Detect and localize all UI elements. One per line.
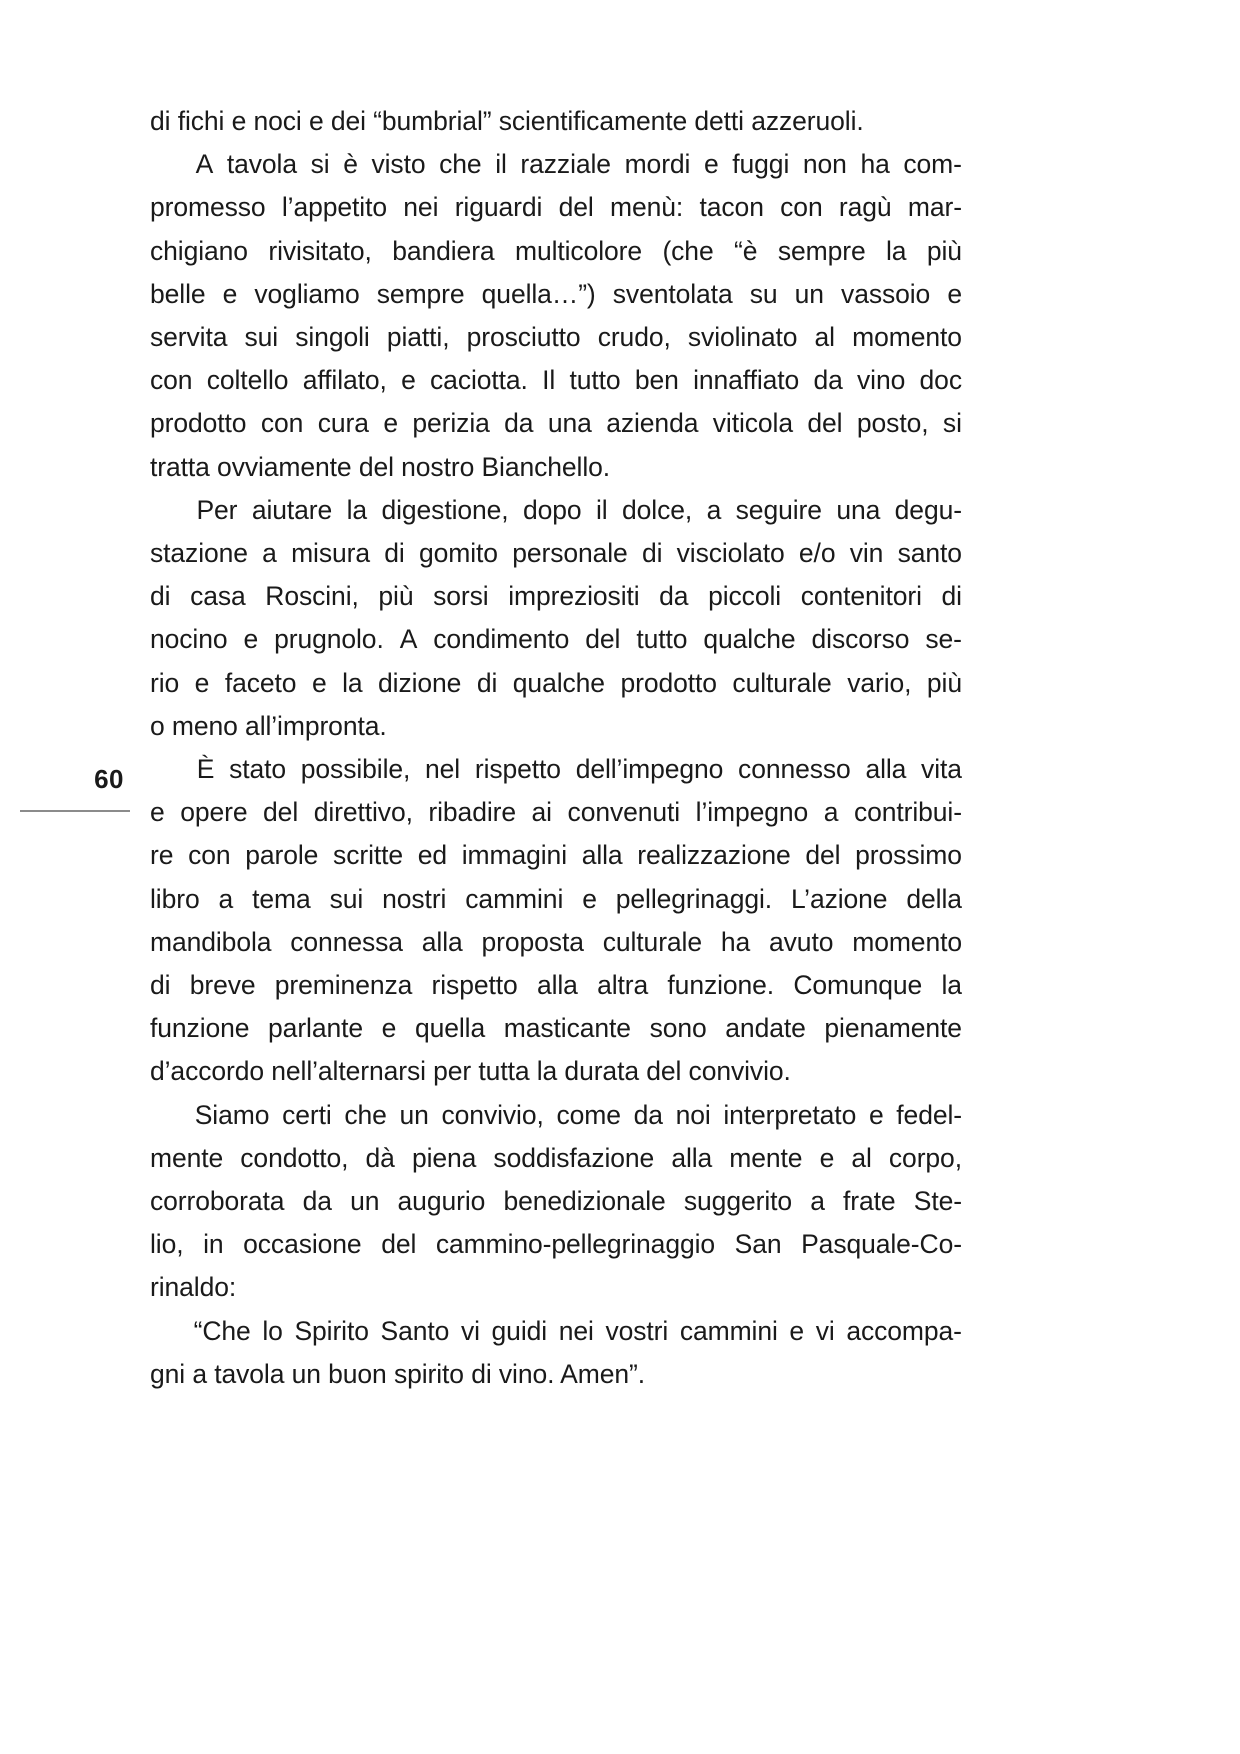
word: San — [734, 1229, 782, 1260]
word: un — [350, 1186, 380, 1217]
word: alla — [671, 1142, 713, 1173]
word: è — [343, 149, 358, 180]
word: A — [195, 149, 214, 180]
word: santo — [897, 538, 962, 569]
word: vassoio — [841, 278, 931, 309]
word: di — [384, 538, 405, 569]
word: mente — [729, 1142, 803, 1173]
word: masticante — [503, 1013, 631, 1044]
word: ed — [417, 840, 448, 871]
word: azienda — [606, 408, 699, 439]
word: dizione — [378, 667, 462, 698]
word: nei — [558, 1315, 594, 1346]
word: vino — [857, 365, 906, 396]
word: dopo — [523, 494, 582, 525]
word: gomito — [418, 538, 498, 569]
word: contenitori — [800, 581, 922, 612]
word: riguardi — [454, 192, 543, 223]
text-line — [150, 186, 962, 229]
word: sui — [329, 883, 364, 914]
word: chigiano — [150, 235, 248, 266]
word: di — [150, 970, 171, 1001]
word: L’azione — [790, 883, 888, 914]
word: di — [941, 581, 962, 612]
word: a — [810, 1186, 825, 1217]
text-line — [150, 1180, 962, 1223]
word: lio, — [150, 1229, 184, 1260]
text-line — [150, 791, 962, 834]
text-line — [150, 1094, 962, 1137]
word: rio — [150, 667, 180, 698]
word: vario, — [847, 667, 912, 698]
word: lo — [262, 1315, 283, 1346]
text-line — [150, 748, 962, 791]
word: con — [780, 192, 823, 223]
word: prugnolo. — [274, 624, 384, 655]
word: perizia — [412, 408, 490, 439]
word: Santo — [380, 1315, 450, 1346]
word: tutto — [569, 365, 621, 396]
word: Per — [196, 494, 238, 525]
text-line: d’accordo nell’alternarsi per tutta la durata del convivio. — [150, 1056, 791, 1087]
paragraph-indent — [150, 1310, 182, 1353]
word: più — [926, 667, 962, 698]
word: momento — [852, 926, 962, 957]
word: ai — [531, 797, 552, 828]
word: faceto — [224, 667, 297, 698]
word: e — [582, 883, 597, 914]
word: stazione — [150, 538, 248, 569]
word: la — [346, 494, 368, 525]
word: stato — [229, 754, 287, 785]
word: funzione. — [667, 970, 775, 1001]
word: caciotta. — [430, 365, 528, 396]
word: multicolore — [514, 235, 643, 266]
word: ribadire — [428, 797, 516, 828]
word: piccoli — [708, 581, 782, 612]
word: parlante — [268, 1013, 364, 1044]
word: personale — [512, 538, 628, 569]
word: del — [381, 1229, 417, 1260]
word: viticola — [712, 408, 793, 439]
word: cammini — [465, 883, 564, 914]
word: “è — [734, 235, 758, 266]
word: la — [886, 235, 907, 266]
word: momento — [852, 322, 962, 353]
word: dà — [365, 1142, 395, 1173]
paragraph — [150, 100, 962, 143]
word: e — [222, 278, 238, 309]
word: corroborata — [150, 1186, 285, 1217]
word: menù: — [610, 192, 684, 223]
word: servita — [150, 322, 228, 353]
text-line — [150, 143, 962, 186]
text-line — [150, 662, 962, 705]
word: a — [706, 494, 722, 525]
word: di — [150, 581, 171, 612]
word: guidi — [491, 1315, 548, 1346]
paragraph — [150, 489, 962, 748]
word: digestione, — [381, 494, 509, 525]
word: culturale — [732, 667, 832, 698]
paragraph — [150, 143, 962, 489]
word: “Che — [193, 1315, 251, 1346]
word: com- — [903, 149, 962, 180]
text-line: rinaldo: — [150, 1272, 237, 1303]
word: casa — [190, 581, 246, 612]
word: con — [150, 365, 193, 396]
word: Spirito — [294, 1315, 369, 1346]
word: immagini — [461, 840, 567, 871]
word: se- — [925, 624, 962, 655]
word: non — [802, 149, 847, 180]
word: mordi — [624, 149, 691, 180]
word: cura — [317, 408, 369, 439]
word: corpo, — [888, 1142, 962, 1173]
word: e — [819, 1142, 835, 1173]
word: da — [659, 581, 689, 612]
word: suggerito — [683, 1186, 793, 1217]
word: rispetto — [474, 754, 561, 785]
word: e — [150, 797, 165, 828]
word: doc — [919, 365, 962, 396]
word: del — [585, 624, 621, 655]
word: più — [926, 235, 962, 266]
word: accompa- — [846, 1315, 962, 1346]
word: e — [947, 278, 962, 309]
word: aiutare — [251, 494, 333, 525]
word: e — [401, 365, 416, 396]
word: bandiera — [392, 235, 495, 266]
word: alla — [536, 970, 578, 1001]
word: una — [836, 494, 881, 525]
word: vostri — [605, 1315, 669, 1346]
word: nocino — [150, 624, 228, 655]
word: da — [813, 365, 843, 396]
word: realizzazione — [637, 840, 791, 871]
word: mandibola — [150, 926, 272, 957]
word: proposta — [481, 926, 584, 957]
word: Roscini, — [265, 581, 359, 612]
word: di — [476, 667, 498, 698]
word: rivisitato, — [268, 235, 372, 266]
paragraph-indent — [150, 143, 182, 186]
word: funzione — [150, 1013, 250, 1044]
word: una — [547, 408, 592, 439]
paragraph — [150, 1310, 962, 1396]
word: l’impegno — [695, 797, 809, 828]
word: Pasquale-Co- — [801, 1229, 962, 1260]
word: vin — [849, 538, 884, 569]
word: quella…”) — [481, 278, 596, 309]
word: sempre — [777, 235, 866, 266]
word: innaffiato — [693, 365, 800, 396]
word: del — [558, 192, 594, 223]
word: al — [851, 1142, 872, 1173]
word: il — [596, 494, 608, 525]
word: affilato, — [302, 365, 387, 396]
word: del — [807, 408, 843, 439]
word: ha — [720, 926, 751, 957]
word: possibile, — [300, 754, 411, 785]
word: tema — [252, 883, 311, 914]
word: promesso — [150, 192, 266, 223]
word: connesso — [738, 754, 851, 785]
word: rispetto — [431, 970, 518, 1001]
word: parole — [245, 840, 319, 871]
word: e — [789, 1315, 805, 1346]
word: belle — [150, 278, 206, 309]
word: qualche — [512, 667, 605, 698]
word: alla — [421, 926, 463, 957]
word: a — [262, 538, 277, 569]
word: crudo, — [597, 322, 671, 353]
paragraph-indent — [150, 1094, 182, 1137]
word: da — [504, 408, 534, 439]
word: A — [399, 624, 418, 655]
word: di — [641, 538, 663, 569]
word: convivio, — [441, 1099, 544, 1130]
word: in — [203, 1229, 224, 1260]
text-line: di fichi e noci e dei “bumbrial” scientificamente detti azzeruoli. — [150, 106, 864, 136]
word: prodotto — [150, 408, 247, 439]
word: Ste- — [913, 1186, 962, 1217]
paragraph — [150, 748, 962, 1094]
word: interpretato — [723, 1099, 857, 1130]
word: dell’impegno — [575, 754, 724, 785]
word: più — [378, 581, 414, 612]
text-line — [150, 575, 962, 618]
word: vogliamo — [254, 278, 360, 309]
word: nei — [403, 192, 439, 223]
word: tutto — [636, 624, 688, 655]
text-line — [150, 532, 962, 575]
text-line — [150, 273, 962, 316]
word: degu- — [894, 494, 962, 525]
text-line: o meno all’impronta. — [150, 710, 387, 741]
word: della — [906, 883, 962, 914]
word: alla — [581, 840, 623, 871]
word: scritte — [333, 840, 404, 871]
word: pienamente — [824, 1013, 962, 1044]
folio-rule — [20, 810, 130, 812]
text-line — [150, 1223, 962, 1266]
word: sono — [649, 1013, 707, 1044]
folio-block — [0, 762, 132, 812]
word: breve — [189, 970, 256, 1001]
word: preminenza — [274, 970, 413, 1001]
text-line — [150, 834, 962, 877]
text-line — [150, 878, 962, 921]
word: e/o — [798, 538, 836, 569]
text-line — [150, 402, 962, 445]
word: e — [311, 667, 327, 698]
word: la — [342, 667, 363, 698]
word: che — [439, 149, 482, 180]
word: coltello — [206, 365, 289, 396]
word: e — [383, 408, 398, 439]
text-line — [150, 359, 962, 402]
word: connessa — [290, 926, 403, 957]
word: pellegrinaggi. — [615, 883, 773, 914]
word: vi — [815, 1315, 835, 1346]
word: a — [823, 797, 839, 828]
word: frate — [843, 1186, 896, 1217]
word: e — [194, 667, 210, 698]
word: certi — [282, 1099, 332, 1130]
text-line — [150, 1310, 962, 1353]
word: augurio — [397, 1186, 486, 1217]
word: È — [196, 754, 215, 785]
word: occasione — [243, 1229, 362, 1260]
word: prosciutto — [466, 322, 581, 353]
word: razziale — [520, 149, 611, 180]
word: benedizionale — [503, 1186, 666, 1217]
word: Siamo — [194, 1099, 270, 1130]
word: noi — [675, 1099, 711, 1130]
word: (che — [662, 235, 714, 266]
word: vi — [460, 1315, 480, 1346]
word: direttivo, — [313, 797, 413, 828]
word: opere — [180, 797, 248, 828]
word: piatti, — [386, 322, 450, 353]
word: sorsi — [433, 581, 489, 612]
paragraph-indent — [150, 748, 182, 791]
text-line — [150, 1137, 962, 1180]
word: misura — [291, 538, 370, 569]
word: visto — [371, 149, 426, 180]
word: sventolata — [612, 278, 733, 309]
word: condimento — [433, 624, 570, 655]
word: impreziositi — [508, 581, 640, 612]
word: con — [188, 840, 231, 871]
word: fedel- — [896, 1099, 962, 1130]
word: ragù — [838, 192, 892, 223]
word: si — [310, 149, 330, 180]
word: fuggi — [732, 149, 790, 180]
word: avuto — [769, 926, 834, 957]
word: tavola — [226, 149, 297, 180]
word: seguire — [735, 494, 822, 525]
word: come — [556, 1099, 621, 1130]
word: Il — [542, 365, 556, 396]
word: altra — [597, 970, 649, 1001]
word: ha — [860, 149, 890, 180]
word: il — [495, 149, 507, 180]
word: cammini — [679, 1315, 778, 1346]
word: qualche — [703, 624, 796, 655]
word: su — [749, 278, 778, 309]
text-line — [150, 1007, 962, 1050]
word: sviolinato — [687, 322, 798, 353]
word: si — [942, 408, 962, 439]
text-line — [150, 316, 962, 359]
page-number: 60 — [94, 764, 124, 794]
paragraph-indent — [150, 489, 182, 532]
word: re — [150, 840, 174, 871]
word: mar- — [907, 192, 962, 223]
word: a — [218, 883, 234, 914]
word: al — [814, 322, 835, 353]
word: la — [941, 970, 962, 1001]
word: nel — [425, 754, 461, 785]
word: discorso — [811, 624, 910, 655]
body-text-column — [150, 100, 962, 1396]
word: prossimo — [855, 840, 962, 871]
word: che — [344, 1099, 387, 1130]
word: tacon — [699, 192, 764, 223]
word: mente — [150, 1142, 224, 1173]
word: del — [805, 840, 841, 871]
text-line — [150, 489, 962, 532]
word: e — [703, 149, 719, 180]
word: libro — [150, 883, 200, 914]
word: Comunque — [793, 970, 923, 1001]
word: condotto, — [240, 1142, 349, 1173]
word: da — [302, 1186, 332, 1217]
word: cammino-pellegrinaggio — [435, 1229, 716, 1260]
word: sempre — [376, 278, 465, 309]
word: sui — [244, 322, 279, 353]
word: alla — [865, 754, 907, 785]
word: singoli — [295, 322, 370, 353]
word: culturale — [602, 926, 702, 957]
word: ben — [634, 365, 679, 396]
word: piena — [411, 1142, 477, 1173]
word: soddisfazione — [493, 1142, 655, 1173]
word: un — [399, 1099, 429, 1130]
word: vita — [921, 754, 962, 785]
word: un — [794, 278, 824, 309]
text-line: gni a tavola un buon spirito di vino. Amen”. — [150, 1358, 645, 1389]
word: l’appetito — [281, 192, 387, 223]
word: quella — [414, 1013, 486, 1044]
paragraph — [150, 1094, 962, 1310]
text-line — [150, 618, 962, 661]
word: con — [260, 408, 304, 439]
word: andate — [725, 1013, 806, 1044]
text-line — [150, 921, 962, 964]
word: convenuti — [567, 797, 681, 828]
text-line: tratta ovviamente del nostro Bianchello. — [150, 451, 611, 482]
word: e — [243, 624, 259, 655]
word: nostri — [382, 883, 447, 914]
word: e — [868, 1099, 884, 1130]
word: del — [263, 797, 299, 828]
word: contribui- — [853, 797, 962, 828]
text-line — [150, 964, 962, 1007]
word: visciolato — [676, 538, 785, 569]
text-line — [150, 230, 962, 273]
word: dolce, — [622, 494, 693, 525]
word: posto, — [856, 408, 929, 439]
word: e — [381, 1013, 397, 1044]
word: da — [633, 1099, 663, 1130]
word: prodotto — [620, 667, 717, 698]
